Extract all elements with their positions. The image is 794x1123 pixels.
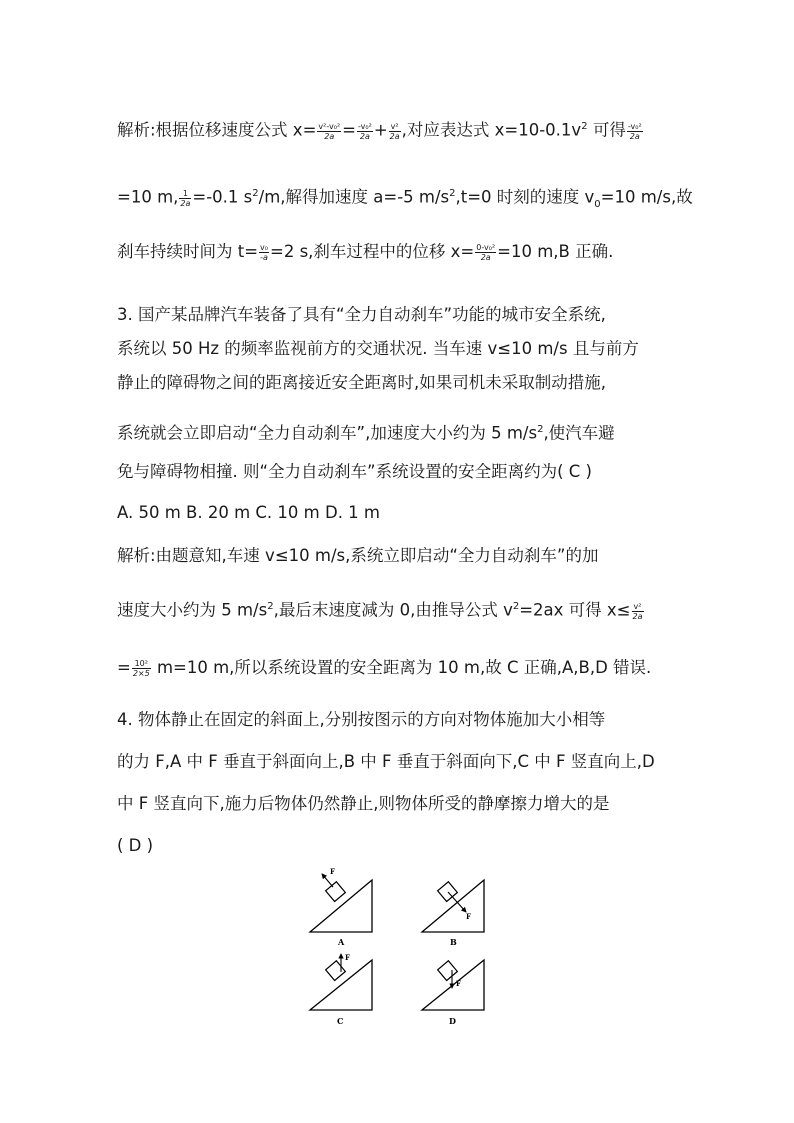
incline-c: [310, 953, 372, 1026]
analysis3-line-1: 解析:由题意知,车速 v≤10 m/s,系统立即启动“全力自动刹车”的加: [117, 546, 599, 565]
incline-b: [422, 880, 484, 947]
question4-line-2: 的力 F,A 中 F 垂直于斜面向上,B 中 F 垂直于斜面向下,C 中 F 竖直向上,D: [117, 752, 655, 771]
incline-figure: [300, 862, 500, 1032]
question3-line-3: 静止的障碍物之间的距离接近安全距离时,如果司机未采取制动措施,: [117, 373, 606, 392]
label-c: C: [337, 1016, 344, 1026]
label-d: D: [449, 1016, 456, 1026]
question4-line-1: 4. 物体静止在固定的斜面上,分别按图示的方向对物体施加大小相等: [117, 710, 606, 729]
force-label-b: F: [466, 912, 471, 921]
incline-d: [422, 960, 484, 1026]
force-label-c: F: [345, 953, 350, 962]
force-label-a: F: [330, 867, 335, 876]
analysis3-line-3: = $\frac{\text{10²}}{2\times 5}$ m=10 m,所以系统设置的安全距离为 10 m,故 C 正确,A,B,D 错误.: [117, 658, 652, 678]
analysis-line-3: 刹车持续时间为 t= $\frac{\text{v₀}}{-a}$ =2 s,刹车过程中的位移 x= $\frac{\text{0-v₀²}}{2a}$ =10 m,B 正确.: [117, 242, 614, 262]
fraction-5: $\frac{1}{2a}$: [180, 188, 191, 208]
fraction-8: $\frac{\text{v²}}{2a}$: [632, 601, 643, 621]
analysis-line-2: =10 m, $\frac{1}{2a}$ =-0.1 $s^2/m$,解得加速度 a=-5 $m/s^2,t=0$ 时刻的速度 $v_0=10$ m/s,故: [117, 187, 693, 210]
incline-a-block: [326, 882, 346, 902]
label-a: A: [338, 937, 345, 947]
fraction-4: $\frac{\text{-v₀²}}{2a}$: [627, 121, 642, 141]
fraction-9: $\frac{\text{10²}}{2\times 5}$: [132, 659, 150, 678]
force-label-d: F: [456, 979, 461, 988]
fraction-1: $\frac{\text{v²-v₀²}}{2a}$: [318, 121, 341, 141]
incline-d-block: [438, 961, 458, 981]
fraction-6: $\frac{\text{v₀}}{-a}$: [260, 243, 268, 262]
question3-options: A. 50 m B. 20 m C. 10 m D. 1 m: [117, 503, 380, 522]
question3-line-5: 免与障碍物相撞. 则“全力自动刹车”系统设置的安全距离约为( C ): [117, 462, 592, 481]
question3-line-4: 系统就会立即启动“全力自动刹车”,加速度大小约为 5 $m/s^2$,使汽车避: [117, 423, 615, 443]
incline-c-block: [326, 961, 346, 981]
question3-line-1: 3. 国产某品牌汽车装备了具有“全力自动刹车”功能的城市安全系统,: [117, 305, 606, 324]
fraction-3: $\frac{\text{v²}}{2a}$: [389, 121, 400, 141]
label-b: B: [450, 937, 457, 947]
fraction-7: $\frac{\text{0-v₀²}}{2a}$: [476, 243, 496, 262]
question4-line-4: ( D ): [117, 836, 154, 855]
fraction-2: $\frac{\text{-v₀²}}{2a}$: [358, 121, 372, 141]
analysis3-line-2: 速度大小约为 5 $m/s^2$,最后末速度减为 0,由推导公式 $v^2=2ax$ 可得 x≤ $\frac{\text{v²}}{2a}$: [117, 600, 643, 621]
question3-line-2: 系统以 50 Hz 的频率监视前方的交通状况. 当车速 v≤10 m/s 且与前方: [117, 339, 639, 358]
analysis-line-1: 解析:根据位移速度公式 x= $\frac{\text{v²-v₀²}}{2a}$ = $\frac{\text{-v₀²}}{2a}$ + $\frac{\text{v²}}{2a}$ ,对应表达式 $x=10-0.1v^2$ 可得 $\frac{\text{-v₀²}}{2a}$: [117, 120, 642, 141]
question4-line-3: 中 F 竖直向下,施力后物体仍然静止,则物体所受的静摩擦力增大的是: [117, 794, 610, 813]
incline-a: [310, 867, 372, 947]
force-arrow-b: [448, 892, 466, 912]
